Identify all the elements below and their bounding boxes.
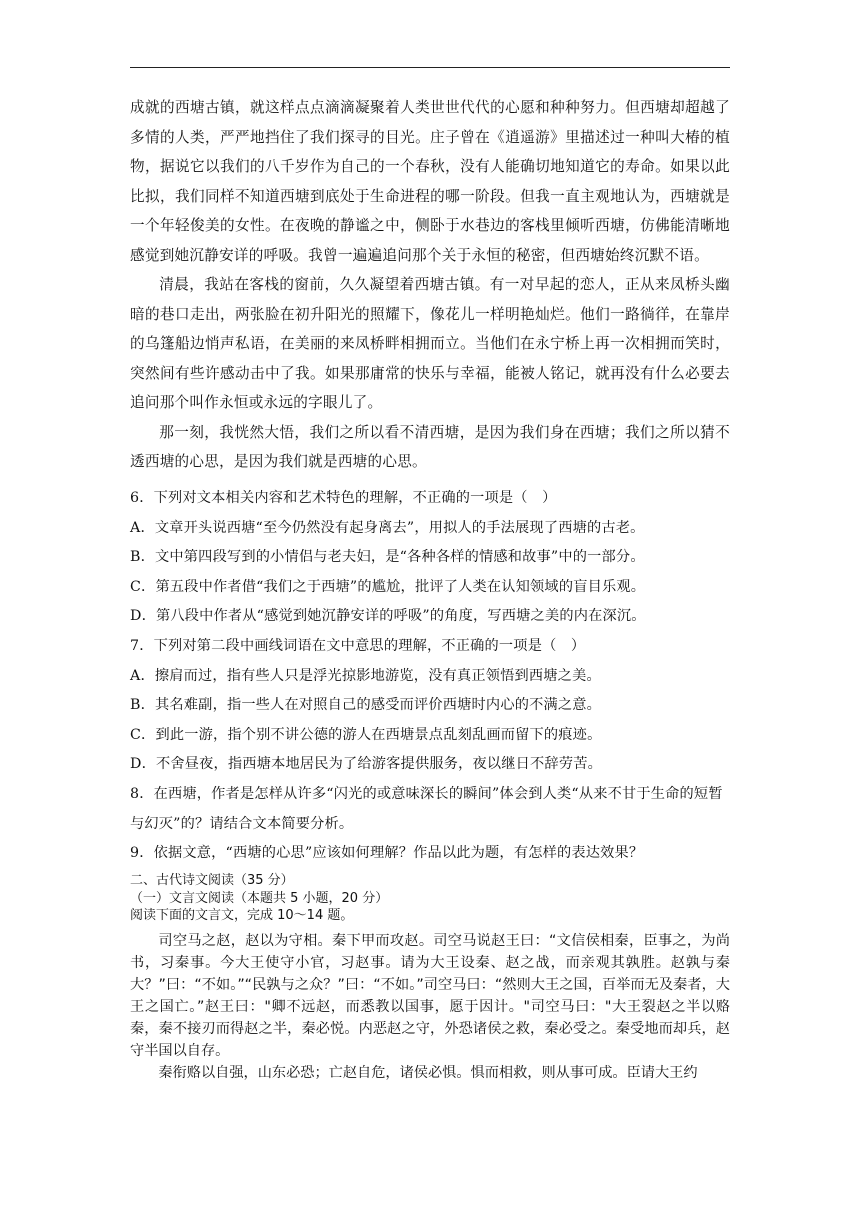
option-7b: B．其名难副，指一些人在对照自己的感受而评价西塘时内心的不满之意。 bbox=[130, 697, 602, 714]
question-9: 9．依据文意，“西塘的心思”应该如何理解？作品以此为题，有怎样的表达效果？ bbox=[130, 845, 644, 862]
section-instruction: 阅读下面的文言文，完成 10～14 题。 bbox=[130, 908, 354, 923]
question-list bbox=[130, 484, 730, 869]
option-7d: D．不舍昼夜，指西塘本地居民为了给游客提供服务，夜以继日不辞劳苦。 bbox=[130, 756, 602, 773]
option-7c: C．到此一游，指个别不讲公德的游人在西塘景点乱刻乱画而留下的痕迹。 bbox=[130, 726, 602, 743]
question-8: 8．在西塘，作者是怎样从许多“闪光的或意味深长的瞬间”体会到人类“从来不甘于生命的短暂与幻灭”的？请结合文本简要分析。 bbox=[130, 785, 723, 832]
section-subtitle: （一）文言文阅读（本题共 5 小题，20 分） bbox=[130, 890, 389, 906]
classical-chinese-passage bbox=[130, 930, 730, 1084]
section-header bbox=[130, 872, 730, 925]
passage-paragraph: 那一刻，我恍然大悟，我们之所以看不清西塘，是因为我们身在西塘；我们之所以猜不透西塘的心思，是因为我们就是西塘的心思。 bbox=[130, 423, 730, 470]
option-6a: A．文章开头说西塘“至今仍然没有起身离去”，用拟人的手法展现了西塘的古老。 bbox=[130, 519, 645, 536]
modern-text-passage bbox=[130, 93, 730, 477]
classical-paragraph: 司空马之赵，赵以为守相。秦下甲而攻赵。司空马说赵王曰：“文信侯相秦，臣事之，为尚书，习秦事。今大王使守小官，习赵事。请为大王设秦、赵之战，而亲观其孰胜。赵孰与秦大？”曰：“不如。”“民孰与之众？”曰：“不如。”司空马曰：“然则大王之国，百举而无及秦者，大王之国亡。”赵王曰："卿不远赵，而悉教以国事，愿于因计。"司空马曰："大王裂赵之半以赂秦，秦不接刃而得赵之半，秦必悦。内恶赵之守，外恐诸侯之救，秦必受之。秦受地而却兵，赵守半国以自存。 bbox=[130, 933, 730, 1059]
passage-paragraph: 清晨，我站在客栈的窗前，久久凝望着西塘古镇。有一对早起的恋人，正从来凤桥头幽暗的巷口走出，两张脸在初升阳光的照耀下，像花儿一样明艳灿烂。他们一路徜徉，在靠岸的乌篷船边悄声私语，在美丽的来凤桥畔相拥而立。当他们在永宁桥上再一次相拥而笑时，突然间有些许感动击中了我。如果那庸常的快乐与幸福，能被人铭记，就再没有什么必要去追问那个叫作永恒或永远的字眼儿了。 bbox=[130, 276, 730, 411]
section-title: 二、古代诗文阅读（35 分） bbox=[130, 873, 294, 888]
option-6d: D．第八段中作者从“感觉到她沉静安详的呼吸”的角度，写西塘之美的内在深沉。 bbox=[130, 608, 646, 625]
option-6c: C．第五段中作者借“我们之于西塘”的尴尬，批评了人类在认知领域的盲目乐观。 bbox=[130, 578, 646, 595]
header-rule bbox=[130, 67, 730, 68]
question-7: 7．下列对第二段中画线词语在文中意思的理解，不正确的一项是（ ） bbox=[130, 637, 586, 654]
passage-paragraph: 成就的西塘古镇，就这样点点滴滴凝聚着人类世世代代的心愿和种种努力。但西塘却超越了多情的人类，严严地挡住了我们探寻的目光。庄子曾在《逍遥游》里描述过一种叫大椿的植物，据说它以我们的八千岁作为自己的一个春秋，没有人能确切地知道它的寿命。如果以此比拟，我们同样不知道西塘到底处于生命进程的哪一阶段。但我一直主观地认为，西塘就是一个年轻俊美的女性。在夜晚的静谧之中，侧卧于水巷边的客栈里倾听西塘，仿佛能清晰地感觉到她沉静安详的呼吸。我曾一遍遍追问那个关于永恒的秘密，但西塘始终沉默不语。 bbox=[130, 99, 730, 264]
question-6: 6．下列对文本相关内容和艺术特色的理解，不正确的一项是（ ） bbox=[130, 490, 557, 506]
option-7a: A．擦肩而过，指有些人只是浮光掠影地游览，没有真正领悟到西塘之美。 bbox=[130, 667, 601, 684]
option-6b: B．文中第四段写到的小情侣与老夫妇，是“各种各样的情感和故事”中的一部分。 bbox=[130, 549, 645, 566]
classical-paragraph: 秦衔赂以自强，山东必恐；亡赵自危，诸侯必惧。惧而相救，则从事可成。臣请大王约 bbox=[158, 1065, 698, 1081]
